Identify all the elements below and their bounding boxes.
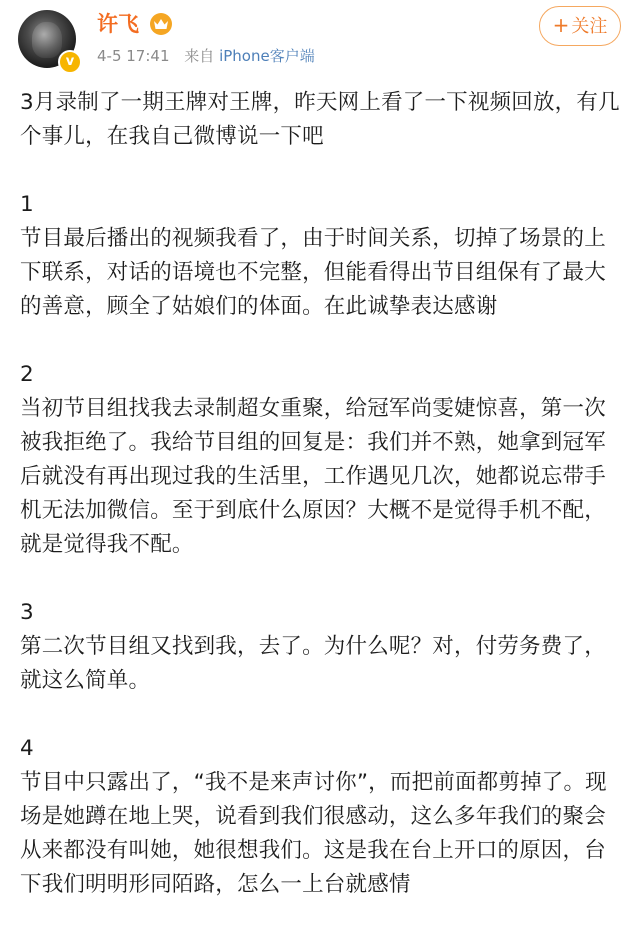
post-body — [20, 86, 624, 936]
source-prefix: 来自 — [184, 47, 215, 65]
section-number: 3 — [20, 600, 34, 625]
post-section — [20, 732, 624, 902]
username[interactable]: 许飞 — [97, 12, 139, 36]
post-time: 4-5 17:41 — [97, 47, 170, 65]
crown-icon — [150, 13, 172, 35]
section-text: 节目最后播出的视频我看了，由于时间关系，切掉了场景的上下联系，对话的语境也不完整，但能看得出节目组保有了最大的善意，顾全了姑娘们的体面。在此诚挚表达感谢 — [20, 226, 606, 319]
post-section — [20, 358, 624, 562]
source-device[interactable]: iPhone客户端 — [219, 47, 315, 65]
follow-label: 关注 — [571, 16, 608, 37]
verified-icon: v — [58, 50, 82, 74]
post-section — [20, 188, 624, 324]
section-number: 4 — [20, 736, 34, 761]
section-number: 1 — [20, 192, 34, 217]
post-section — [20, 596, 624, 698]
plus-icon: + — [552, 13, 570, 37]
post-header — [0, 0, 640, 80]
avatar-image — [32, 22, 62, 58]
post-intro: 3月录制了一期王牌对王牌，昨天网上看了一下视频回放，有几个事儿，在我自己微博说一下吧 — [20, 90, 620, 149]
post-meta — [97, 46, 315, 66]
follow-button[interactable] — [539, 6, 621, 46]
section-text: 第二次节目组又找到我，去了。为什么呢？对，付劳务费了，就这么简单。 — [20, 634, 606, 693]
section-text: 当初节目组找我去录制超女重聚，给冠军尚雯婕惊喜，第一次被我拒绝了。我给节目组的回复是：我们并不熟，她拿到冠军后就没有再出现过我的生活里，工作遇见几次，她都说忘带手机无法加微信。至于到底什么原因？大概不是觉得手机不配，就是觉得我不配。 — [20, 396, 606, 557]
section-text: 节目中只露出了，“我不是来声讨你”，而把前面都剪掉了。现场是她蹲在地上哭，说看到我们很感动，这么多年我们的聚会从来都没有叫她，她很想我们。这是我在台上开口的原因，台下我们明明形同陌路，怎么一上台就感情 — [20, 770, 607, 897]
section-number: 2 — [20, 362, 34, 387]
